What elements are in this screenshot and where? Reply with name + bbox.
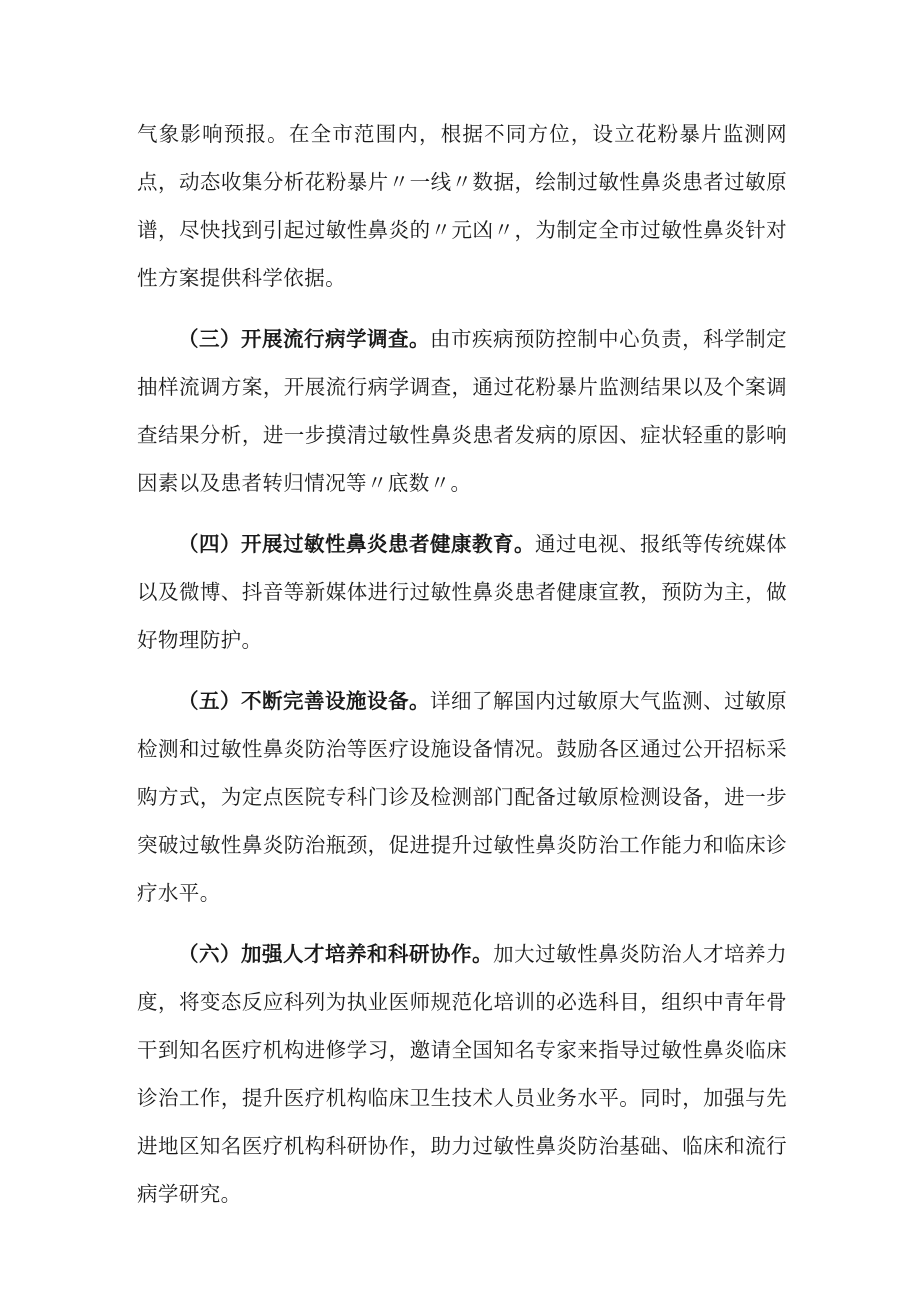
paragraph-section-5 [137, 677, 787, 917]
paragraph-body: 通过电视、报纸等传统媒体以及微博、抖音等新媒体进行过敏性鼻炎患者健康宣教，预防为主，做好物理防护。 [137, 532, 787, 652]
section-heading: （四）开展过敏性鼻炎患者健康教育。 [178, 532, 536, 556]
paragraph-section-4 [137, 520, 787, 664]
document-page [137, 110, 787, 1218]
section-heading: （三）开展流行病学调查。 [178, 327, 431, 351]
paragraph-continuation [137, 110, 787, 302]
paragraph-section-3 [137, 315, 787, 507]
paragraph-body: 气象影响预报。在全市范围内，根据不同方位，设立花粉暴片监测网点，动态收集分析花粉暴片〃一线〃数据，绘制过敏性鼻炎患者过敏原谱，尽快找到引起过敏性鼻炎的〃元凶〃，为制定全市过敏性鼻炎针对性方案提供科学依据。 [137, 122, 787, 290]
paragraph-body: 详细了解国内过敏原大气监测、过敏原检测和过敏性鼻炎防治等医疗设施设备情况。鼓励各区通过公开招标采购方式，为定点医院专科门诊及检测部门配备过敏原检测设备，进一步突破过敏性鼻炎防治瓶颈，促进提升过敏性鼻炎防治工作能力和临床诊疗水平。 [137, 689, 787, 905]
paragraph-body: 由市疾病预防控制中心负责，科学制定抽样流调方案，开展流行病学调查，通过花粉暴片监测结果以及个案调查结果分析，进一步摸清过敏性鼻炎患者发病的原因、症状轻重的影响因素以及患者转归情况等〃底数〃。 [137, 327, 787, 495]
section-heading: （五）不断完善设施设备。 [178, 689, 431, 713]
section-heading: （六）加强人才培养和科研协作。 [178, 942, 494, 966]
paragraph-section-6 [137, 930, 787, 1218]
paragraph-body: 加大过敏性鼻炎防治人才培养力度，将变态反应科列为执业医师规范化培训的必选科目，组织中青年骨干到知名医疗机构进修学习，邀请全国知名专家来指导过敏性鼻炎临床诊治工作，提升医疗机构临床卫生技术人员业务水平。同时，加强与先进地区知名医疗机构科研协作，助力过敏性鼻炎防治基础、临床和流行病学研究。 [137, 942, 788, 1206]
